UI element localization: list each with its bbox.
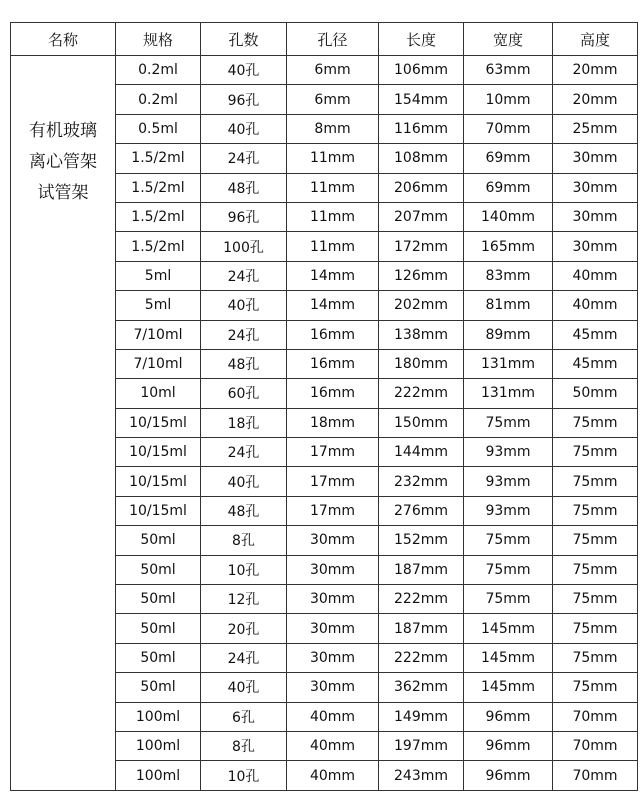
height-cell: 30mm	[553, 232, 638, 261]
hole-count-cell: 40孔	[201, 467, 287, 496]
width-cell: 69mm	[464, 173, 553, 202]
hole-count-cell: 40孔	[201, 673, 287, 702]
hole-count-cell: 12孔	[201, 585, 287, 614]
table-header	[11, 23, 638, 56]
length-cell: 138mm	[379, 320, 464, 349]
header-spec: 规格	[116, 23, 201, 56]
width-cell: 93mm	[464, 496, 553, 525]
spec-table-container	[10, 22, 638, 791]
hole-count-cell: 20孔	[201, 614, 287, 643]
hole-diameter-cell: 14mm	[287, 261, 379, 290]
hole-count-cell: 6孔	[201, 702, 287, 731]
hole-diameter-cell: 11mm	[287, 232, 379, 261]
spec-cell: 10ml	[116, 379, 201, 408]
hole-diameter-cell: 30mm	[287, 614, 379, 643]
width-cell: 81mm	[464, 291, 553, 320]
hole-diameter-cell: 11mm	[287, 202, 379, 231]
length-cell: 276mm	[379, 496, 464, 525]
spec-cell: 50ml	[116, 555, 201, 584]
width-cell: 63mm	[464, 56, 553, 85]
product-name-line: 试管架	[37, 183, 89, 203]
hole-count-cell: 10孔	[201, 555, 287, 584]
width-cell: 93mm	[464, 467, 553, 496]
spec-cell: 1.5/2ml	[116, 202, 201, 231]
spec-cell: 7/10ml	[116, 349, 201, 378]
hole-diameter-cell: 16mm	[287, 320, 379, 349]
length-cell: 126mm	[379, 261, 464, 290]
width-cell: 96mm	[464, 731, 553, 760]
hole-count-cell: 18孔	[201, 408, 287, 437]
hole-diameter-cell: 16mm	[287, 349, 379, 378]
height-cell: 75mm	[553, 526, 638, 555]
height-cell: 20mm	[553, 56, 638, 85]
length-cell: 152mm	[379, 526, 464, 555]
hole-diameter-cell: 30mm	[287, 555, 379, 584]
length-cell: 362mm	[379, 673, 464, 702]
length-cell: 197mm	[379, 731, 464, 760]
width-cell: 10mm	[464, 85, 553, 114]
length-cell: 144mm	[379, 438, 464, 467]
height-cell: 75mm	[553, 614, 638, 643]
header-name: 名称	[11, 23, 116, 56]
spec-cell: 1.5/2ml	[116, 232, 201, 261]
length-cell: 154mm	[379, 85, 464, 114]
hole-diameter-cell: 8mm	[287, 114, 379, 143]
length-cell: 116mm	[379, 114, 464, 143]
width-cell: 75mm	[464, 585, 553, 614]
height-cell: 40mm	[553, 291, 638, 320]
length-cell: 172mm	[379, 232, 464, 261]
hole-count-cell: 40孔	[201, 291, 287, 320]
product-name-cell	[11, 56, 116, 791]
table-body	[11, 56, 638, 791]
length-cell: 187mm	[379, 614, 464, 643]
hole-count-cell: 40孔	[201, 56, 287, 85]
hole-count-cell: 60孔	[201, 379, 287, 408]
height-cell: 75mm	[553, 585, 638, 614]
width-cell: 93mm	[464, 438, 553, 467]
hole-diameter-cell: 18mm	[287, 408, 379, 437]
spec-cell: 1.5/2ml	[116, 173, 201, 202]
spec-cell: 100ml	[116, 761, 201, 790]
width-cell: 75mm	[464, 408, 553, 437]
length-cell: 108mm	[379, 144, 464, 173]
hole-count-cell: 24孔	[201, 438, 287, 467]
header-hole-diameter: 孔径	[287, 23, 379, 56]
height-cell: 40mm	[553, 261, 638, 290]
hole-diameter-cell: 11mm	[287, 144, 379, 173]
width-cell: 131mm	[464, 379, 553, 408]
width-cell: 145mm	[464, 643, 553, 672]
height-cell: 70mm	[553, 761, 638, 790]
hole-diameter-cell: 40mm	[287, 761, 379, 790]
height-cell: 30mm	[553, 144, 638, 173]
hole-diameter-cell: 6mm	[287, 56, 379, 85]
width-cell: 70mm	[464, 114, 553, 143]
length-cell: 222mm	[379, 585, 464, 614]
length-cell: 206mm	[379, 173, 464, 202]
hole-count-cell: 40孔	[201, 114, 287, 143]
hole-diameter-cell: 30mm	[287, 585, 379, 614]
hole-count-cell: 96孔	[201, 202, 287, 231]
hole-count-cell: 48孔	[201, 349, 287, 378]
height-cell: 75mm	[553, 408, 638, 437]
length-cell: 202mm	[379, 291, 464, 320]
height-cell: 75mm	[553, 438, 638, 467]
height-cell: 30mm	[553, 173, 638, 202]
header-length: 长度	[379, 23, 464, 56]
hole-count-cell: 24孔	[201, 144, 287, 173]
width-cell: 96mm	[464, 761, 553, 790]
spec-cell: 0.2ml	[116, 56, 201, 85]
height-cell: 75mm	[553, 496, 638, 525]
spec-cell: 1.5/2ml	[116, 144, 201, 173]
hole-diameter-cell: 30mm	[287, 673, 379, 702]
hole-count-cell: 24孔	[201, 320, 287, 349]
spec-cell: 10/15ml	[116, 408, 201, 437]
length-cell: 180mm	[379, 349, 464, 378]
hole-count-cell: 8孔	[201, 731, 287, 760]
header-height: 高度	[553, 23, 638, 56]
hole-count-cell: 96孔	[201, 85, 287, 114]
width-cell: 140mm	[464, 202, 553, 231]
height-cell: 45mm	[553, 349, 638, 378]
hole-count-cell: 24孔	[201, 643, 287, 672]
height-cell: 45mm	[553, 320, 638, 349]
spec-cell: 10/15ml	[116, 467, 201, 496]
height-cell: 75mm	[553, 673, 638, 702]
spec-cell: 50ml	[116, 643, 201, 672]
length-cell: 106mm	[379, 56, 464, 85]
spec-cell: 0.5ml	[116, 114, 201, 143]
hole-count-cell: 8孔	[201, 526, 287, 555]
hole-count-cell: 48孔	[201, 173, 287, 202]
hole-diameter-cell: 11mm	[287, 173, 379, 202]
width-cell: 131mm	[464, 349, 553, 378]
table-row	[11, 56, 638, 85]
width-cell: 69mm	[464, 144, 553, 173]
height-cell: 75mm	[553, 555, 638, 584]
hole-diameter-cell: 40mm	[287, 731, 379, 760]
spec-cell: 10/15ml	[116, 496, 201, 525]
spec-cell: 0.2ml	[116, 85, 201, 114]
header-width: 宽度	[464, 23, 553, 56]
height-cell: 30mm	[553, 202, 638, 231]
hole-diameter-cell: 14mm	[287, 291, 379, 320]
length-cell: 222mm	[379, 643, 464, 672]
hole-diameter-cell: 16mm	[287, 379, 379, 408]
length-cell: 187mm	[379, 555, 464, 584]
height-cell: 50mm	[553, 379, 638, 408]
hole-diameter-cell: 17mm	[287, 467, 379, 496]
spec-cell: 7/10ml	[116, 320, 201, 349]
product-name-line: 有机玻璃	[29, 121, 97, 141]
width-cell: 89mm	[464, 320, 553, 349]
spec-cell: 5ml	[116, 291, 201, 320]
hole-count-cell: 24孔	[201, 261, 287, 290]
length-cell: 222mm	[379, 379, 464, 408]
spec-cell: 100ml	[116, 702, 201, 731]
height-cell: 75mm	[553, 643, 638, 672]
height-cell: 70mm	[553, 731, 638, 760]
width-cell: 165mm	[464, 232, 553, 261]
height-cell: 70mm	[553, 702, 638, 731]
header-row	[11, 23, 638, 56]
spec-cell: 5ml	[116, 261, 201, 290]
height-cell: 75mm	[553, 467, 638, 496]
hole-count-cell: 100孔	[201, 232, 287, 261]
hole-diameter-cell: 17mm	[287, 496, 379, 525]
hole-diameter-cell: 30mm	[287, 526, 379, 555]
hole-diameter-cell: 17mm	[287, 438, 379, 467]
spec-cell: 50ml	[116, 526, 201, 555]
spec-cell: 100ml	[116, 731, 201, 760]
product-name-line: 离心管架	[29, 152, 97, 172]
width-cell: 96mm	[464, 702, 553, 731]
spec-cell: 10/15ml	[116, 438, 201, 467]
hole-diameter-cell: 6mm	[287, 85, 379, 114]
length-cell: 207mm	[379, 202, 464, 231]
length-cell: 149mm	[379, 702, 464, 731]
length-cell: 150mm	[379, 408, 464, 437]
width-cell: 83mm	[464, 261, 553, 290]
hole-diameter-cell: 40mm	[287, 702, 379, 731]
spec-cell: 50ml	[116, 673, 201, 702]
spec-cell: 50ml	[116, 585, 201, 614]
spec-cell: 50ml	[116, 614, 201, 643]
hole-diameter-cell: 30mm	[287, 643, 379, 672]
spec-table	[10, 22, 638, 791]
header-hole-count: 孔数	[201, 23, 287, 56]
height-cell: 20mm	[553, 85, 638, 114]
length-cell: 243mm	[379, 761, 464, 790]
width-cell: 75mm	[464, 555, 553, 584]
hole-count-cell: 10孔	[201, 761, 287, 790]
height-cell: 25mm	[553, 114, 638, 143]
width-cell: 145mm	[464, 673, 553, 702]
width-cell: 145mm	[464, 614, 553, 643]
hole-count-cell: 48孔	[201, 496, 287, 525]
length-cell: 232mm	[379, 467, 464, 496]
width-cell: 75mm	[464, 526, 553, 555]
